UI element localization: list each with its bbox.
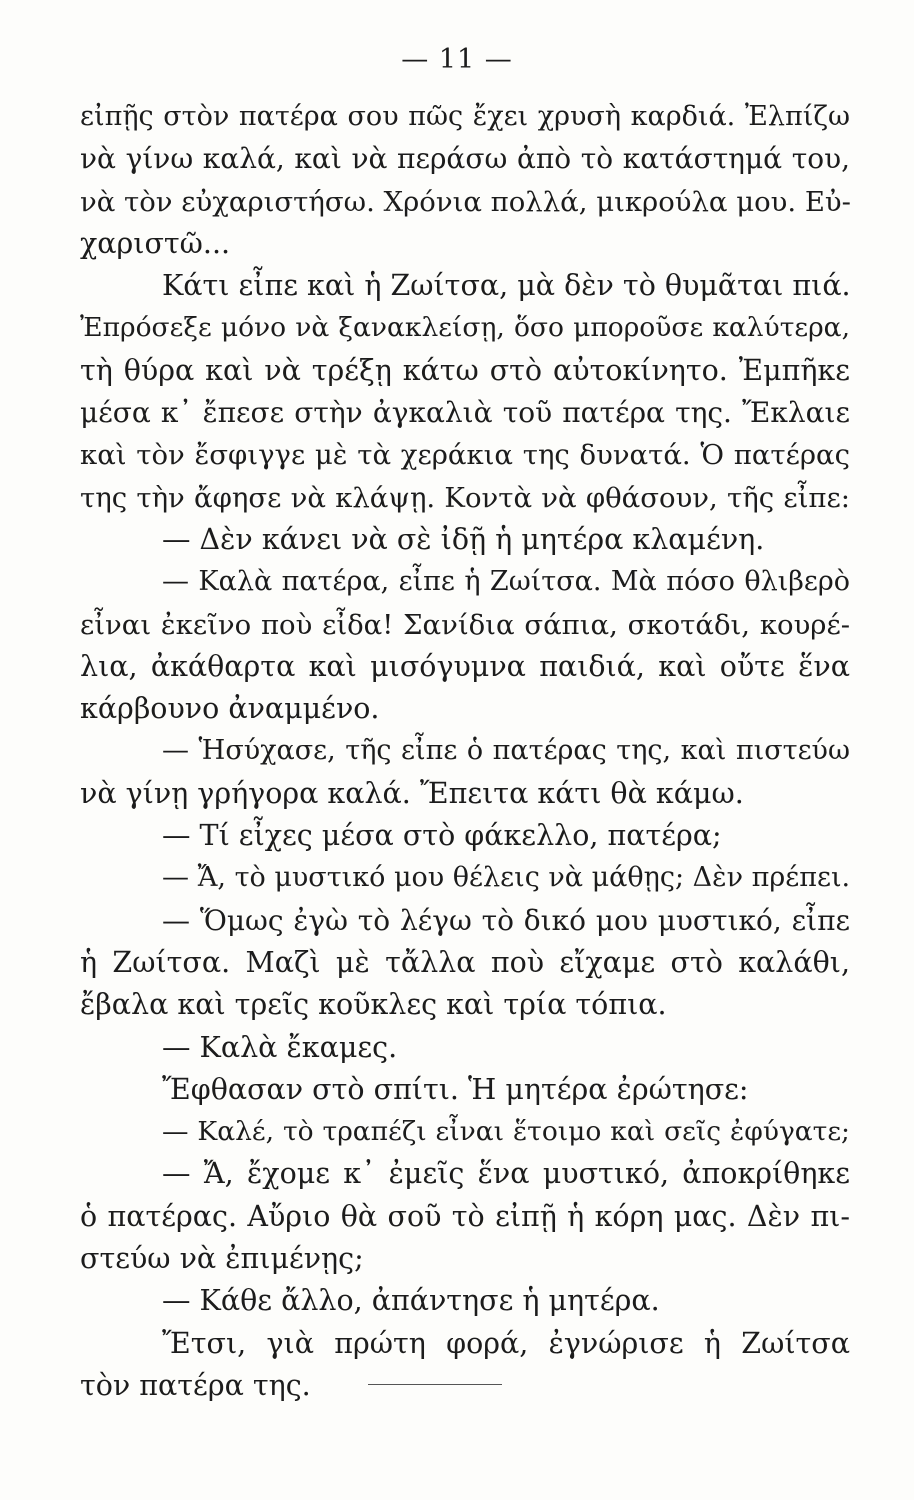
text-line: καὶ τὸν ἔσφιγγε μὲ τὰ χεράκια της δυνατά. Ὁ πατέρας bbox=[80, 439, 850, 472]
end-rule bbox=[368, 1384, 502, 1385]
text-line: νὰ γίνω καλά, καὶ νὰ περάσω ἀπὸ τὸ κατάστημά του, bbox=[80, 142, 850, 176]
text-line: της τὴν ἄφησε νὰ κλάψῃ. Κοντὰ νὰ φθάσουν, τῆς εἶπε: bbox=[80, 481, 850, 514]
text-line: μέσα κ᾽ ἔπεσε στὴν ἀγκαλιὰ τοῦ πατέρα της. Ἔκλαιε bbox=[80, 396, 850, 430]
text-line: — Ἡσύχασε, τῆς εἶπε ὁ πατέρας της, καὶ πιστεύω bbox=[162, 735, 850, 767]
text-line: νὰ γίνῃ γρήγορα καλά. Ἔπειτα κάτι θὰ κάμω. bbox=[80, 776, 744, 810]
text-line: — Τί εἶχες μέσα στὸ φάκελλο, πατέρα; bbox=[162, 819, 722, 853]
text-line: χαριστῶ... bbox=[80, 226, 231, 260]
text-line: εἶναι ἐκεῖνο ποὺ εἶδα! Σανίδια σάπια, σκοτάδι, κουρέ- bbox=[80, 608, 850, 641]
text-line: — Ὅμως ἐγὼ τὸ λέγω τὸ δικό μου μυστικό, εἶπε bbox=[162, 903, 850, 937]
text-line: — Καλὰ πατέρα, εἶπε ἡ Ζωίτσα. Μὰ πόσο θλιβερὸ bbox=[162, 566, 850, 598]
text-line: — Ἄ, ἔχομε κ᾽ ἐμεῖς ἕνα μυστικό, ἀποκρίθηκε bbox=[162, 1157, 850, 1191]
body-text bbox=[80, 96, 850, 1407]
text-line: λια, ἀκάθαρτα καὶ μισόγυμνα παιδιά, καὶ οὔτε ἕνα bbox=[80, 649, 850, 683]
text-line: ἔβαλα καὶ τρεῖς κοῦκλες καὶ τρία τόπια. bbox=[80, 988, 667, 1022]
text-line: στεύω νὰ ἐπιμένῃς; bbox=[80, 1242, 364, 1276]
text-line: Κάτι εἶπε καὶ ἡ Ζωίτσα, μὰ δὲν τὸ θυμᾶται πιά. bbox=[162, 269, 851, 303]
text-line: Ἐπρόσεξε μόνο νὰ ξανακλείσῃ, ὅσο μποροῦσε καλύτερα, bbox=[80, 312, 850, 344]
text-line: τὸν πατέρα της. bbox=[80, 1368, 311, 1402]
text-line: Ἔτσι, γιὰ πρώτη φορά, ἐγνώρισε ἡ Ζωίτσα bbox=[162, 1326, 850, 1360]
text-line: νὰ τὸν εὐχαριστήσω. Χρόνια πολλά, μικρούλα μου. Εὐ- bbox=[80, 185, 851, 218]
text-line: — Δὲν κάνει νὰ σὲ ἰδῇ ἡ μητέρα κλαμένη. bbox=[162, 522, 765, 556]
text-line: — Κάθε ἄλλο, ἀπάντησε ἡ μητέρα. bbox=[162, 1284, 660, 1318]
text-line: ὁ πατέρας. Αὔριο θὰ σοῦ τὸ εἰπῇ ἡ κόρη μας. Δὲν πι- bbox=[80, 1199, 850, 1233]
text-line: — Καλὰ ἔκαμες. bbox=[162, 1030, 398, 1064]
text-line: κάρβουνο ἀναμμένο. bbox=[80, 692, 380, 726]
text-line: Ἔφθασαν στὸ σπίτι. Ἡ μητέρα ἐρώτησε: bbox=[162, 1072, 749, 1106]
text-line: τὴ θύρα καὶ νὰ τρέξῃ κάτω στὸ αὐτοκίνητο. Ἐμπῆκε bbox=[80, 353, 850, 387]
text-line: ἡ Ζωίτσα. Μαζὶ μὲ τἄλλα ποὺ εἴχαμε στὸ καλάθι, bbox=[80, 945, 850, 979]
text-line: εἰπῇς στὸν πατέρα σου πῶς ἔχει χρυσὴ καρδιά. Ἐλπίζω bbox=[80, 101, 850, 132]
text-line: — Καλέ, τὸ τραπέζι εἶναι ἕτοιμο καὶ σεῖς ἐφύγατε; bbox=[162, 1116, 850, 1148]
text-line: — Ἄ, τὸ μυστικό μου θέλεις νὰ μάθῃς; Δὲν πρέπει. bbox=[162, 862, 851, 894]
page-number: — 11 — bbox=[401, 44, 513, 75]
